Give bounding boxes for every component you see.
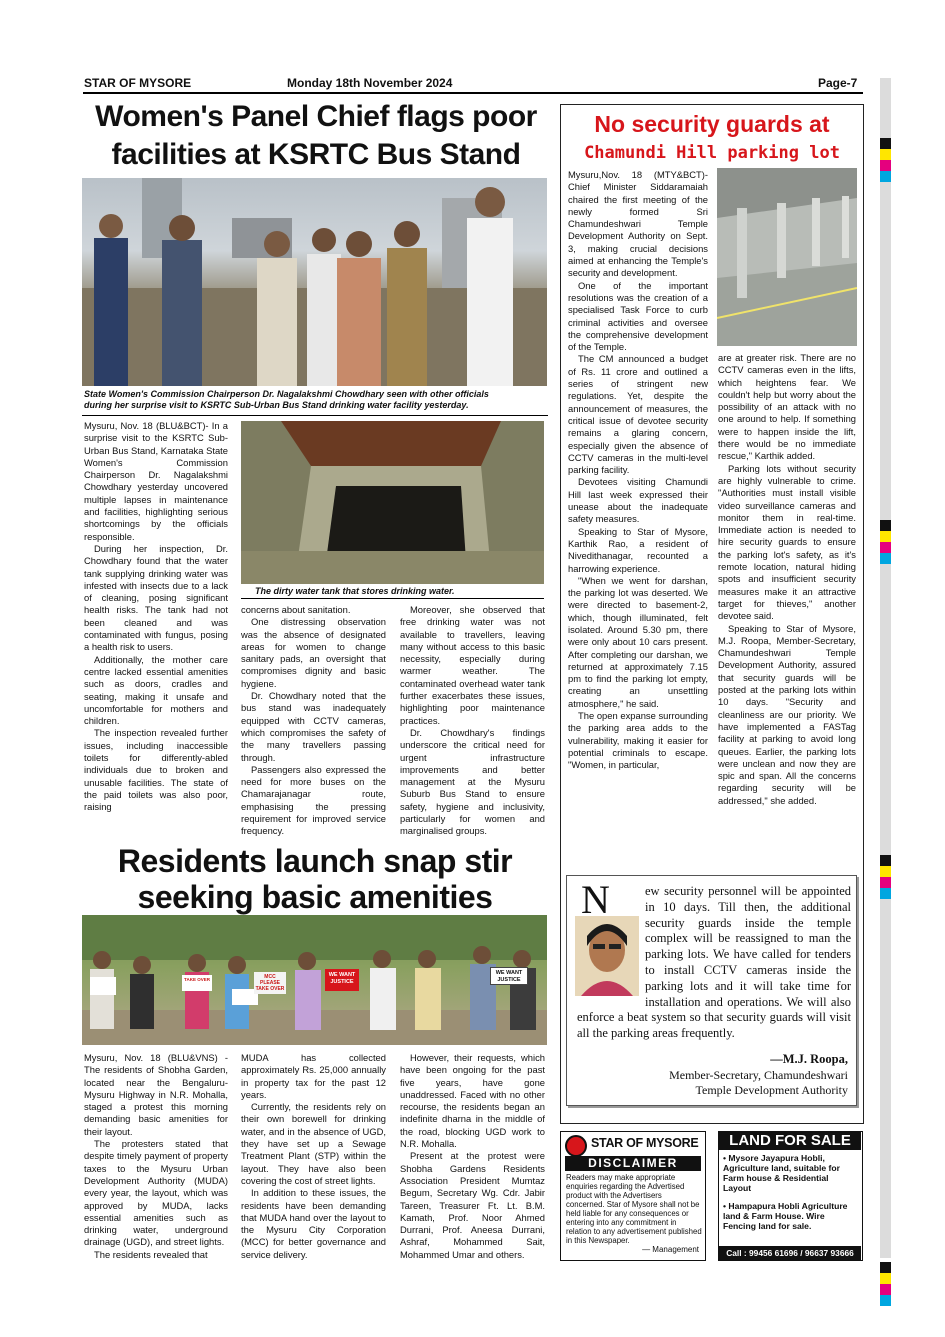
divider <box>82 415 548 416</box>
story3-column-1: Mysuru,Nov. 18 (MTY&BCT)- Chief Minister Siddaramaiah chaired the first meeting of the newly formed Sri Chamundeshwari Temple Development Authority on Sept. 3, making crucial decisions aimed at enhancing the Temple's security and development. One of the important resolutions was the creation of a specialised Task Force to curb criminal activities and oversee the comprehensive development of the Temple. The CM announced a budget of Rs. 11 crore and outlined a series of stringent new regulations. Yet, despite the announcement of measures, the critical issue of devotee security remains a glaring concern, especially given the absence of CCTV cameras in the multi-level parking facility. Devotees visiting Chamundi Hill last week expressed their unease about the inadequate safety measures. Speaking to Star of Mysore, Karthik Rao, a resident of Nivedithanagar, recounted a harrowing experience. "When we went for darshan, the parking lot was deserted. We were directed to basement-2, which, though illuminated, felt isolated. Around 5.30 pm, there were only about 10 cars present. After completing our darshan, we returned at approximately 7.15 pm to find the parking lot empty, creating an unsettling atmosphere," he said. The open expanse surrounding the parking area adds to the vulnerability, making it easier for potential criminals to escape. "Women, in particular, <box>568 169 708 771</box>
protest-photo-art <box>82 915 547 1045</box>
disclaimer-signoff: — Management <box>642 1245 699 1254</box>
story2-column-2: MUDA has collected approximately Rs. 25,000 annually in property tax for the past 12 years. Currently, the residents rely on their own borewell for drinking water, and in the absence of UGD, they have set up a Sewage Treatment Plant (STP) within the layout. They have also been covering the cost of street lights. In addition to these issues, the residents have been demanding that MUDA hand over the layout to the Mysuru City Corporation (MCC) for better governance and service delivery. <box>241 1052 386 1260</box>
story2-headline: Residents launch snap stir seeking basic amenities <box>117 843 513 915</box>
story2-column-3: However, their requests, which have been ongoing for the past five years, have gone unaddressed. Faced with no other recourse, the residents began an indefinite dharna in the middle of the road, blocking UGD work to N.R. Mohalla. Present at the protest were Shobha Gardens Residents Association President Mumtaz Begum, Secretary Wg. Cdr. Jabir Tareen, Treasurer Ft. Lt. B.M. Kamath, Prof. Noor Ahmed Durrani, Prof. Aneesa Durrani, Ashraf, Mohammed Sait, Mohammed Umar and others. <box>400 1052 545 1260</box>
color-registration-mark <box>880 1262 891 1306</box>
quote-role: Member-Secretary, Chamundeshwari Temple Development Authority <box>669 1068 848 1097</box>
quote-box <box>566 875 857 1106</box>
water-tank-photo-art <box>241 421 544 584</box>
land-ad-item: • Mysore Jayapura Hobli, Agriculture land, suitable for Farm house & Residential Layout <box>723 1153 840 1193</box>
story1-column-3: Moreover, she observed that free drinking water was not available to travellers, leaving many without access to this basic necessity, especially during warmer weather. The contaminated overhead water tank further exacerbates these issues, highlighting poor maintenance practices. Dr. Chowdhary's findings underscore the critical need for urgent infrastructure improvements and better management at the Mysuru Suburb Bus Stand to ensure safety, hygiene and inclusivity, particularly for women and marginalised groups. <box>400 604 545 837</box>
parking-lot-photo <box>717 168 857 346</box>
story1-column-2: concerns about sanitation. One distressing observation was the absence of designated areas for women to change sanitary pads, an oversight that compromises dignity and basic hygiene. Dr. Chowdhary noted that the bus stand was inadequately equipped with CCTV cameras, which compromises the safety of the many travellers passing through. Passengers also expressed the need for more buses on the Chamarajanagar route, emphasising the pressing requirement for improved service frequency. <box>241 604 386 837</box>
story3-headline-line2: Chamundi Hill parking lot <box>584 143 840 163</box>
disclaimer-text: Readers may make appropriate enquiries regarding the Advertised product with the Advertisers concerned. Star of Mysore shall not be held liable for any consequences or entering into any commitment in relation to any advertisement published in this Newspaper. <box>566 1173 702 1245</box>
land-ad-item: • Hampapura Hobli Agriculture land & Farm House. Wire Fencing land for sale. <box>723 1201 848 1231</box>
story3-column-2: are at greater risk. There are no CCTV cameras even in the lifts, which heightens fear. We couldn't help but worry about the possibility of an attack with no one around to help. If something were to happen inside the lift, there would be no immediate rescue," Karthik added. Parking lots without security are highly vulnerable to crime. "Authorities must install visible video surveillance cameras and monitor them in real-time. Immediate action is needed to hire security guards to ensure the parking lot's safety, as it's remote location, natural hiding spots and insufficient security measures make it an attractive target for thieves," another devotee said. Speaking to Star of Mysore, M.J. Roopa, Member-Secretary, Chamundeshwari Temple Development Authority, assured that security guards will be posted at the parking lots within 10 days. "Security and cleanliness are our priority. We have implemented a FASTag facility at parking to avoid long queues. Earlier, the parking lots were unclean and now they are spic and span. All the concerns regarding security will be addressed," she added. <box>718 352 856 806</box>
paper-name: STAR OF MYSORE <box>84 76 192 90</box>
officials-photo-caption: State Women's Commission Chairperson Dr. Nagalakshmi Chowdhary seen with other officials during her surprise visit to KSRTC Sub-Urban Bus Stand drinking water facility yesterday. <box>84 389 489 410</box>
land-ad-title: LAND FOR SALE <box>719 1132 861 1150</box>
water-tank-caption: The dirty water tank that stores drinking water. <box>255 586 455 596</box>
placard: TAKE OVER <box>184 977 210 982</box>
disclaimer-brand: STAR OF MYSORE <box>591 1136 699 1150</box>
officials-photo <box>82 178 547 386</box>
story3-headline-line1: No security guards at <box>594 111 830 137</box>
story1-column-1: Mysuru, Nov. 18 (BLU&BCT)- In a surprise visit to the KSRTC Sub-Urban Bus Stand, Karnataka State Women's Commission Chairperson Dr. Nagalakshmi Chowdhary yesterday uncovered multiple lapses in maintenance and facilities, highlighting serious shortcomings by the officials responsible. During her inspection, Dr. Chowdhary found that the water tank supplying drinking water was infested with insects due to a lack of cleaning, posing significant health risks. The tank had not been cleaned and was contaminated with fungus, posing a health risk to users. Additionally, the mother care centre lacked essential amenities such as doors, cradles and seating, making it unsafe and uncomfortable for mothers and children. The inspection revealed further issues, including inaccessible toilets for differently-abled individuals due to broken and unusable facilities. The state of the paid toilets was also poor, raising <box>84 420 228 813</box>
parking-lot-photo-art <box>717 168 857 346</box>
placard: WE WANT JUSTICE <box>325 969 359 991</box>
land-ad-box <box>718 1131 863 1261</box>
placard: WE WANT JUSTICE <box>490 967 528 985</box>
placard: MCC PLEASE TAKE OVER <box>255 974 285 992</box>
land-ad-phone: Call : 99456 61696 / 96637 93666 <box>719 1246 861 1260</box>
margin-strip <box>880 78 891 1258</box>
quote-text: ew security personnel will be appointed in 10 days. Till then, the additional security guards inside the temple complex will be reassigned to man the parking lots. We have called for tenders to install CCTV cameras inside the parking lots and it will take time for installation and operations. We will also enforce a beat system so that security guards will visit all the parking areas frequently. <box>577 884 851 1041</box>
quote-author: —M.J. Roopa, <box>770 1052 848 1066</box>
water-tank-photo <box>241 421 544 584</box>
header-rule <box>83 92 863 94</box>
color-registration-mark <box>880 138 891 182</box>
disclaimer-title: DISCLAIMER <box>565 1156 701 1171</box>
color-registration-mark <box>880 855 891 899</box>
divider <box>241 598 544 599</box>
story2-column-1: Mysuru, Nov. 18 (BLU&VNS) - The residents of Shobha Garden, located near the Bengaluru-Mysuru Highway in N.R. Mohalla, staged a protest this morning demanding basic amenities for their layout. The protesters stated that despite timely payment of property taxes to the Mysuru Urban Development Authority (MUDA) every year, the layout, which was approved by MUDA, lacks essential amenities such as drinking water, underground drainage (UGD), and street lights. The residents revealed that <box>84 1052 228 1260</box>
quote-dropcap: N <box>581 877 610 922</box>
color-registration-mark <box>880 520 891 564</box>
page-number: Page-7 <box>818 76 858 90</box>
star-logo-icon <box>565 1135 587 1157</box>
story1-headline: Women's Panel Chief flags poor facilities at KSRTC Bus Stand <box>95 100 537 171</box>
protest-photo <box>82 915 547 1045</box>
officials-photo-art <box>82 178 547 386</box>
issue-date: Monday 18th November 2024 <box>287 76 453 90</box>
disclaimer-box <box>560 1131 706 1261</box>
